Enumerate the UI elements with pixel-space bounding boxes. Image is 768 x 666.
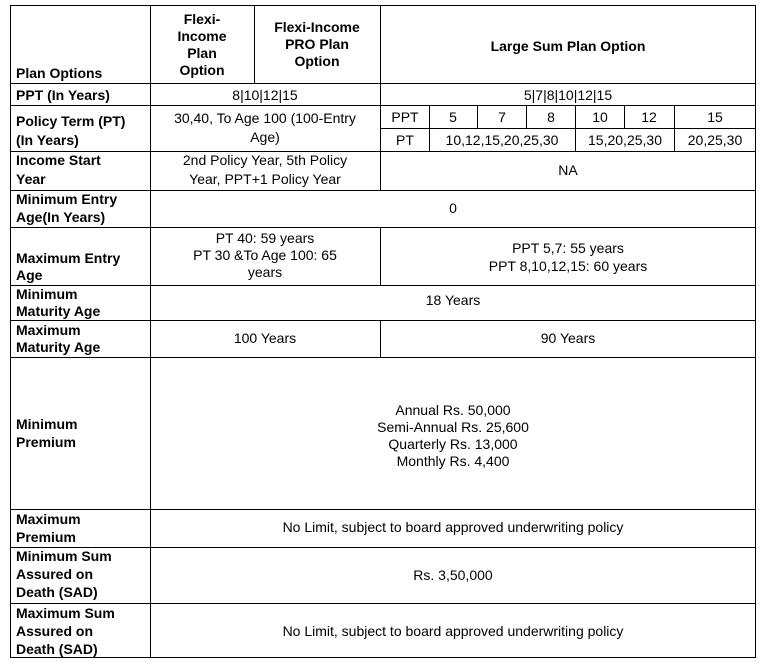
income-start-large-value: NA — [558, 162, 578, 178]
svg-text:10,12,15,20,25,30: 10,12,15,20,25,30 — [445, 132, 559, 148]
svg-text:Minimum: Minimum — [16, 416, 78, 432]
max-entry-age-flexi-value — [193, 230, 337, 280]
svg-text:Annual Rs. 50,000: Annual Rs. 50,000 — [395, 402, 511, 418]
svg-text:Year, PPT+1 Policy Year: Year, PPT+1 Policy Year — [189, 171, 341, 187]
svg-text:Year: Year — [16, 171, 46, 187]
svg-text:Death (SAD): Death (SAD) — [16, 641, 98, 657]
row-label-min-sad — [16, 548, 112, 600]
header-large-sum: Large Sum Plan Option — [490, 38, 646, 54]
svg-text:Flexi-Income: Flexi-Income — [274, 19, 360, 35]
svg-text:Maturity Age: Maturity Age — [16, 303, 101, 319]
svg-text:Premium: Premium — [16, 529, 76, 545]
row-label-min-maturity-age — [16, 286, 100, 319]
policy-term-sub-pt-label: PT — [396, 132, 414, 148]
svg-text:PPT 5,7: 55 years: PPT 5,7: 55 years — [512, 240, 624, 256]
max-maturity-age-large-value: 90 Years — [540, 330, 596, 346]
row-label-min-entry-age — [16, 191, 117, 225]
svg-text:7: 7 — [498, 109, 506, 125]
svg-text:Maximum Sum: Maximum Sum — [16, 605, 115, 621]
row-label-policy-term — [16, 113, 125, 148]
svg-text:Income: Income — [177, 28, 227, 44]
svg-text:12: 12 — [641, 109, 657, 125]
min-premium-values — [377, 402, 529, 469]
svg-text:Income Start: Income Start — [16, 152, 101, 168]
svg-text:Semi-Annual Rs. 25,600: Semi-Annual Rs. 25,600 — [377, 419, 529, 435]
svg-text:Minimum Sum: Minimum Sum — [16, 548, 112, 564]
svg-text:5: 5 — [449, 109, 457, 125]
min-sad-value: Rs. 3,50,000 — [413, 567, 493, 583]
svg-text:Minimum Entry: Minimum Entry — [16, 191, 118, 207]
row-label-ppt: PPT (In Years) — [16, 87, 110, 103]
svg-text:years: years — [247, 264, 283, 280]
svg-text:Maximum: Maximum — [16, 511, 81, 527]
row-label-max-sad — [16, 605, 115, 657]
svg-text:Maximum Entry: Maximum Entry — [16, 250, 121, 266]
svg-text:Maturity Age: Maturity Age — [16, 339, 101, 355]
row-label-income-start — [16, 152, 101, 187]
svg-text:Quarterly Rs. 13,000: Quarterly Rs. 13,000 — [388, 436, 518, 452]
svg-text:20,25,30: 20,25,30 — [687, 132, 743, 148]
max-maturity-age-flexi-value: 100 Years — [233, 330, 297, 346]
row-label-max-maturity-age — [16, 322, 100, 355]
ppt-large-value: 5|7|8|10|12|15 — [523, 87, 613, 103]
policy-term-sub-pt-values — [446, 132, 743, 148]
svg-text:PRO Plan: PRO Plan — [285, 36, 349, 52]
svg-text:Minimum: Minimum — [16, 286, 78, 302]
svg-text:8: 8 — [547, 109, 555, 125]
max-premium-value: No Limit, subject to board approved underwriting policy — [282, 519, 624, 535]
svg-text:Option: Option — [179, 62, 225, 78]
income-start-flexi-value — [183, 152, 347, 187]
svg-text:Maximum: Maximum — [16, 322, 81, 338]
svg-text:15,20,25,30: 15,20,25,30 — [588, 132, 662, 148]
header-flexi-income-pro — [274, 19, 360, 69]
svg-text:Assured on: Assured on — [16, 623, 94, 639]
svg-text:Policy Term (PT): Policy Term (PT) — [16, 113, 126, 129]
max-sad-value: No Limit, subject to board approved underwriting policy — [282, 623, 624, 639]
svg-text:(In Years): (In Years) — [16, 132, 79, 148]
svg-text:Age: Age — [16, 267, 43, 283]
min-maturity-age-value: 18 Years — [425, 292, 481, 308]
svg-text:Death (SAD): Death (SAD) — [16, 584, 98, 600]
policy-term-sub-ppt-label: PPT — [391, 109, 419, 125]
header-flexi-income — [177, 11, 226, 78]
ppt-flexi-value: 8|10|12|15 — [232, 87, 298, 103]
svg-text:PT 30 &To Age 100: 65: PT 30 &To Age 100: 65 — [193, 247, 337, 263]
table-grid — [10, 5, 756, 658]
svg-text:PPT 8,10,12,15: 60 years: PPT 8,10,12,15: 60 years — [488, 258, 648, 274]
svg-text:Plan: Plan — [187, 45, 217, 61]
svg-text:10: 10 — [592, 109, 608, 125]
svg-text:30,40, To Age 100 (100-Entry: 30,40, To Age 100 (100-Entry — [174, 110, 356, 126]
svg-text:Premium: Premium — [16, 434, 76, 450]
row-label-min-premium — [16, 416, 77, 450]
max-entry-age-large-value — [489, 240, 648, 274]
policy-term-flexi-value — [174, 110, 356, 145]
row-label-max-entry-age — [16, 250, 120, 283]
svg-text:Assured on: Assured on — [16, 566, 94, 582]
svg-text:PT 40: 59 years: PT 40: 59 years — [215, 230, 315, 246]
svg-text:Flexi-: Flexi- — [183, 11, 221, 27]
row-label-max-premium — [16, 511, 81, 545]
header-plan-options: Plan Options — [16, 65, 103, 81]
svg-text:Option: Option — [294, 53, 340, 69]
svg-text:2nd Policy Year, 5th Policy: 2nd Policy Year, 5th Policy — [182, 152, 348, 168]
policy-term-sub-ppt-values — [449, 109, 723, 125]
plan-options-table — [10, 5, 756, 658]
svg-text:Age(In Years): Age(In Years) — [16, 209, 106, 225]
min-entry-age-value: 0 — [449, 200, 457, 216]
svg-text:15: 15 — [707, 109, 723, 125]
svg-text:Age): Age) — [250, 129, 280, 145]
svg-text:Monthly Rs. 4,400: Monthly Rs. 4,400 — [396, 453, 510, 469]
